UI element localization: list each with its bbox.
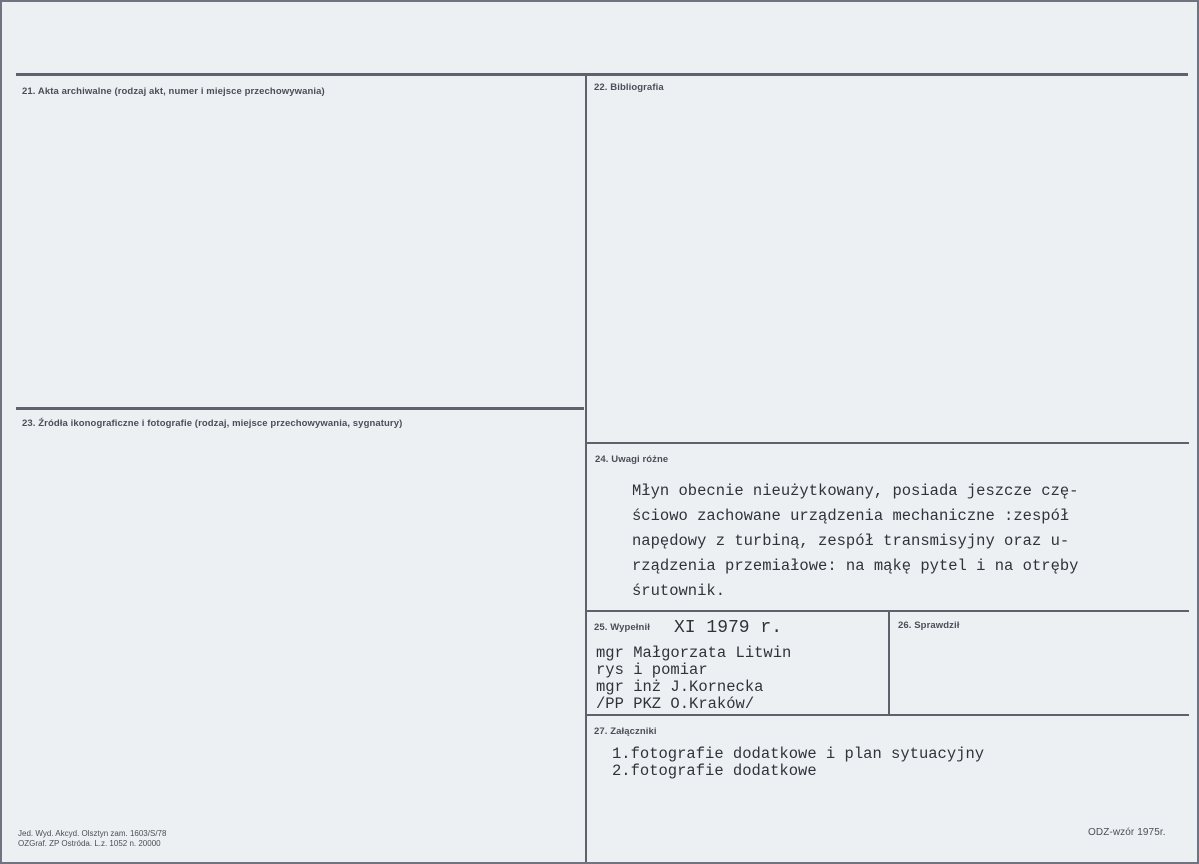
- printer-imprint-line: Jed. Wyd. Akcyd. Olsztyn zam. 1603/S/78: [18, 829, 167, 838]
- field-26-label: 26. Sprawdził: [898, 620, 960, 631]
- field-25-line: rys i pomiar: [596, 661, 708, 679]
- rule-right-24: [587, 442, 1189, 444]
- printer-imprint-line: OZGraf. ZP Ostróda. L.z. 1052 n. 20000: [18, 839, 161, 848]
- rule-right-27: [587, 714, 1189, 716]
- field-27-line: 1.fotografie dodatkowe i plan sytuacyjny: [612, 745, 985, 763]
- field-24-line: śrutownik.: [632, 582, 726, 600]
- field-25-text: [596, 645, 791, 713]
- field-24-line: rządzenia przemiałowe: na mąkę pytel i na otręby: [632, 557, 1079, 575]
- field-25-date: XI 1979 r.: [674, 618, 783, 638]
- field-25-line: /PP PKZ O.Kraków/: [596, 695, 755, 713]
- field-27-line: 2.fotografie dodatkowe: [612, 762, 817, 780]
- field-23-label: 23. Źródła ikonograficzne i fotografie (rodzaj, miejsce przechowywania, sygnatury): [22, 418, 403, 429]
- rule-left-23: [16, 407, 584, 410]
- field-27-text: [612, 746, 984, 780]
- center-divider: [585, 75, 587, 862]
- field-27-label: 27. Załączniki: [594, 726, 657, 737]
- field-22-label: 22. Bibliografia: [594, 82, 664, 93]
- form-reference: ODZ-wzór 1975r.: [1088, 827, 1166, 838]
- field-25-label: 25. Wypełnił: [594, 622, 650, 633]
- field-24-label: 24. Uwagi różne: [595, 454, 669, 465]
- field-24-line: Młyn obecnie nieużytkowany, posiada jeszcze czę-: [632, 482, 1079, 500]
- field-24-line: napędowy z turbiną, zespół transmisyjny oraz u-: [632, 532, 1070, 550]
- field-24-line: ściowo zachowane urządzenia mechaniczne :zespół: [632, 507, 1070, 525]
- field-21-label: 21. Akta archiwalne (rodzaj akt, numer i miejsce przechowywania): [22, 86, 325, 97]
- printer-imprint: [18, 829, 166, 849]
- divider-25-26: [888, 612, 890, 714]
- field-24-text: [632, 479, 1078, 604]
- field-25-line: mgr inż J.Kornecka: [596, 678, 764, 696]
- field-25-line: mgr Małgorzata Litwin: [596, 644, 792, 662]
- top-rule: [16, 73, 1188, 76]
